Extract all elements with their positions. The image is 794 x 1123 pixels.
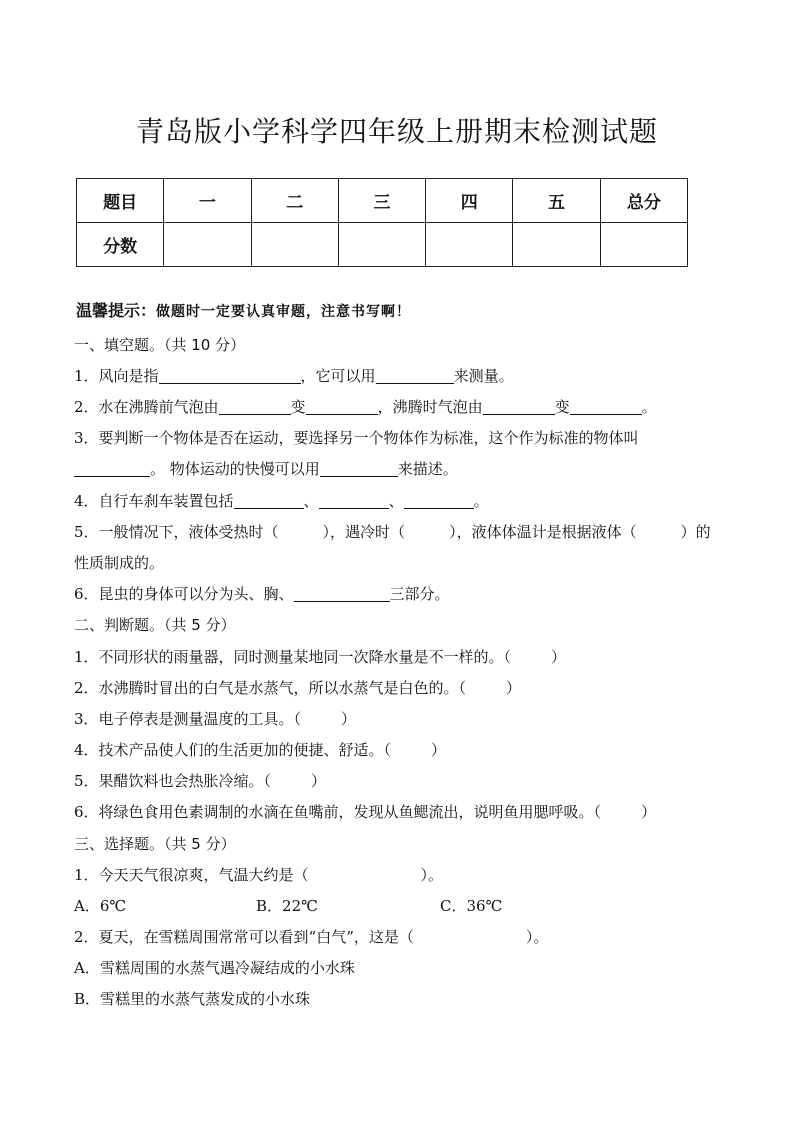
question-1-3: 3．要判断一个物体是否在运动，要选择另一个物体作为标准，这个作为标准的物体叫 <box>74 429 639 447</box>
tip-text: 做题时一定要认真审题，注意书写啊！ <box>156 304 412 320</box>
score-header-cell: 三 <box>338 179 425 223</box>
answer-blank[interactable] <box>376 367 454 384</box>
score-header-cell: 题目 <box>77 179 164 223</box>
score-cell <box>600 223 687 267</box>
tip-label: 温馨提示： <box>76 301 157 320</box>
question-1-3-cont: 。 物体运动的快慢可以用 来描述。 <box>74 459 458 479</box>
score-table <box>76 178 688 267</box>
question-1-5-cont: 性质制成的。 <box>74 554 165 572</box>
answer-blank[interactable] <box>219 398 291 415</box>
question-1-1: 1．风向是指 ，它可以用 来测量。 <box>74 367 514 385</box>
question-1-2: 2．水在沸腾前气泡由 变 ，沸腾时气泡由 变 。 <box>74 398 657 416</box>
section1-heading: 一、填空题。（共 10 分） <box>74 336 246 354</box>
choice-question-1: 1．今天天气很凉爽，气温大约是（ ）。 <box>74 866 444 884</box>
choice-question-2: 2．夏天，在雪糕周围常常可以看到“白气”，这是（ ）。 <box>74 928 549 946</box>
tip <box>76 298 411 321</box>
score-header-cell: 总分 <box>600 179 687 223</box>
score-table-row <box>77 223 688 267</box>
answer-blank[interactable] <box>234 492 304 509</box>
score-header-cell: 二 <box>251 179 338 223</box>
answer-blank[interactable] <box>483 398 555 415</box>
score-cell <box>513 223 600 267</box>
section2-heading: 二、判断题。（共 5 分） <box>74 616 236 634</box>
answer-blank[interactable] <box>320 460 398 477</box>
question-1-4: 4．自行车刹车装置包括 、 、 。 <box>74 492 489 510</box>
choice-option-b[interactable]: B．22℃ <box>256 897 318 915</box>
page-title: 青岛版小学科学四年级上册期末检测试题 <box>135 115 658 148</box>
section3-heading: 三、选择题。（共 5 分） <box>74 835 236 853</box>
choice-option-a[interactable]: A．雪糕周围的水蒸气遇冷凝结成的小水珠 <box>74 959 355 977</box>
question-1-5: 5．一般情况下，液体受热时（ ），遇冷时（ ），液体体温计是根据液体（ ）的 <box>74 523 711 541</box>
score-header-cell: 一 <box>164 179 251 223</box>
judge-item: 5．果醋饮料也会热胀冷缩。（ ） <box>74 772 327 790</box>
answer-blank[interactable] <box>294 585 390 602</box>
judge-item: 2．水沸腾时冒出的白气是水蒸气，所以水蒸气是白色的。（ ） <box>74 679 522 697</box>
question-1-6: 6．昆虫的身体可以分为头、胸、 三部分。 <box>74 585 450 603</box>
score-table-header-row <box>77 179 688 223</box>
score-row-label: 分数 <box>77 223 164 267</box>
answer-blank[interactable] <box>306 398 378 415</box>
score-cell <box>426 223 513 267</box>
score-cell <box>164 223 251 267</box>
judge-item: 1．不同形状的雨量器，同时测量某地同一次降水量是不一样的。（ ） <box>74 648 567 666</box>
choice-option-a[interactable]: A．6℃ <box>74 897 127 915</box>
score-cell <box>251 223 338 267</box>
choice-option-b[interactable]: B．雪糕里的水蒸气蒸发成的小水珠 <box>74 990 311 1008</box>
score-header-cell: 四 <box>426 179 513 223</box>
score-cell <box>338 223 425 267</box>
answer-blank[interactable] <box>570 398 642 415</box>
judge-item: 3．电子停表是测量温度的工具。（ ） <box>74 710 357 728</box>
answer-blank[interactable] <box>159 367 301 384</box>
answer-blank[interactable] <box>404 492 474 509</box>
judge-item: 6．将绿色食用色素调制的水滴在鱼嘴前，发现从鱼鳃流出，说明鱼用腮呼吸。（ ） <box>74 803 657 821</box>
choice-option-c[interactable]: C．36℃ <box>440 897 503 915</box>
answer-blank[interactable] <box>319 492 389 509</box>
answer-blank[interactable] <box>74 460 150 477</box>
score-header-cell: 五 <box>513 179 600 223</box>
judge-item: 4．技术产品使人们的生活更加的便捷、舒适。（ ） <box>74 741 447 759</box>
